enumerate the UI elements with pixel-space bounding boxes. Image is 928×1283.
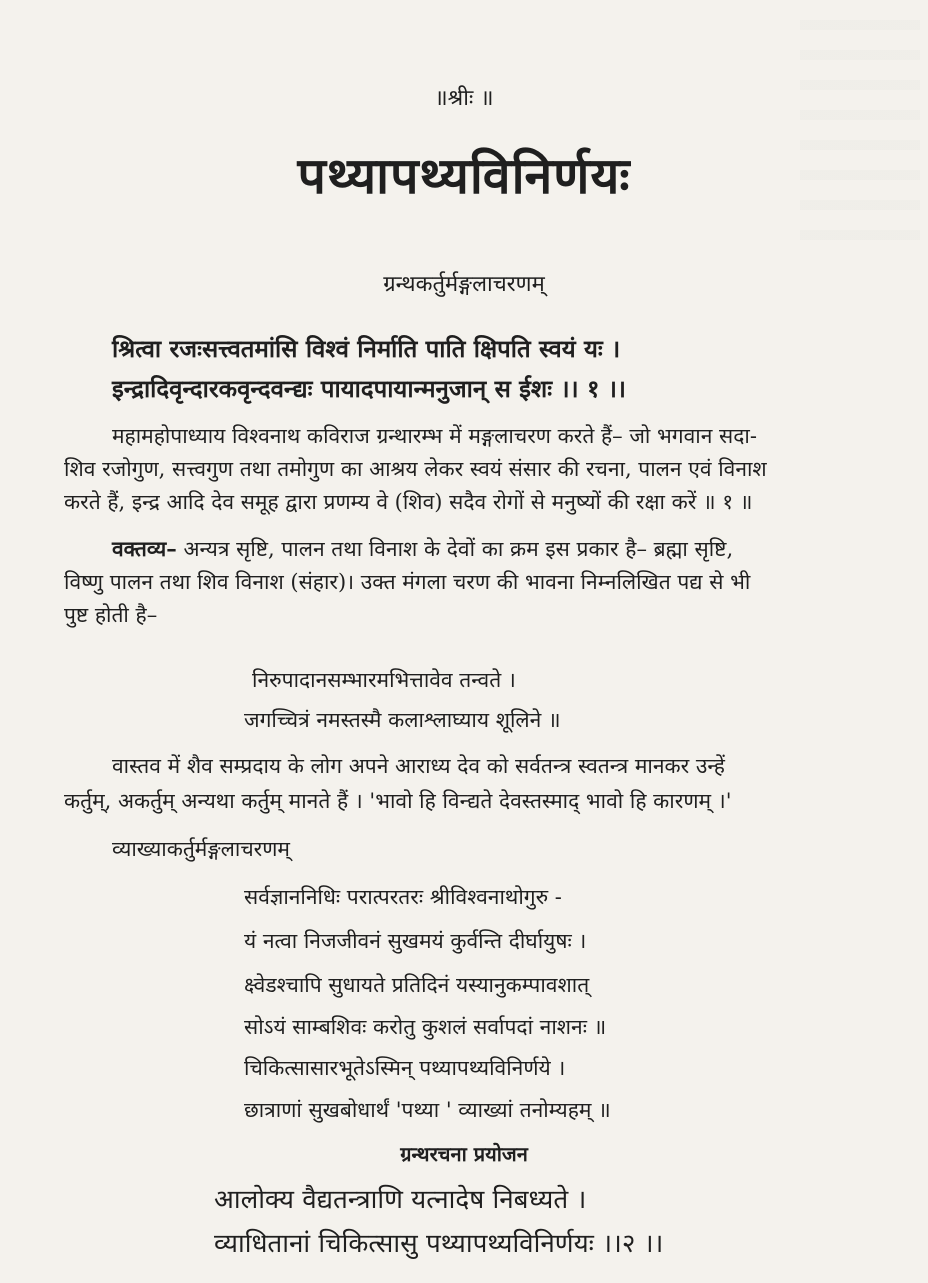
invocation-line: ॥श्रीः ॥ [434,86,494,111]
verse1-line1: श्रित्वा रजःसत्त्वतमांसि विश्वं निर्माति पाति क्षिपति स्वयं यः । [112,334,621,363]
verse4-line2: व्याधितानां चिकित्सासु पथ्यापथ्यविनिर्णयः ।।२ ।। [214,1229,664,1259]
para1-line1: महामहोपाध्याय विश्वनाथ कविराज ग्रन्थारम्भ में मङ्गलाचरण करते हैं– जो भगवान सदा- [112,424,757,448]
verse1-line2: इन्द्रादिवृन्दारकवृन्दवन्द्यः पायादपायान्मनुजान् स ईशः ।। १ ।। [112,374,627,403]
verse3-line1: सर्वज्ञाननिधिः परात्परतरः श्रीविश्वनाथोगुरु - [244,885,562,909]
para1-line3: करते हैं, इन्द्र आदि देव समूह द्वारा प्रणम्य वे (शिव) सदैव रोगों से मनुष्यों की रक्षा करें ॥ १ ॥ [64,490,753,514]
para2-line1 [112,535,733,563]
para2-line1-text: अन्यत्र सृष्टि, पालन तथा विनाश के देवों का क्रम इस प्रकार है– ब्रह्मा सृष्टि, [176,537,734,561]
verse3-line2: यं नत्वा निजजीवनं सुखमयं कुर्वन्ति दीर्घायुषः । [244,929,587,953]
verse3-line6: छात्राणां सुखबोधार्थं 'पथ्या ' व्याख्यां तनोम्यहम् ॥ [244,1098,611,1122]
verse4-line1: आलोक्य वैद्यतन्त्राणि यत्नादेष निबध्यते । [214,1185,587,1215]
para3-line2: कर्तुम्, अकर्तुम् अन्यथा कर्तुम् मानते हैं । 'भावो हि विन्द्यते देवस्तस्माद् भावो हि कारणम् ।' [64,789,732,813]
purpose-heading: ग्रन्थरचना प्रयोजन [400,1142,528,1166]
vaktavya-label: वक्तव्य– [112,536,177,561]
verse2-line2: जगच्चित्रं नमस्तस्मै कलाश्लाघ्याय शूलिने ॥ [244,708,561,732]
page-title: पथ्यापथ्यविनिर्णयः [297,146,631,205]
verse2-line1: निरुपादानसम्भारमभित्तावेव तन्वते । [252,668,516,692]
para2-line3: पुष्ट होती है– [64,603,158,627]
verse3-line4: सोऽयं साम्बशिवः करोतु कुशलं सर्वापदां नाशनः ॥ [244,1015,607,1039]
verse3-line3: क्ष्वेडश्चापि सुधायते प्रतिदिनं यस्यानुकम्पावशात् [244,973,590,997]
author-invocation-heading: ग्रन्थकर्तुर्मङ्गलाचरणम् [383,272,545,297]
para3-line1: वास्तव में शैव सम्प्रदाय के लोग अपने आराध्य देव को सर्वतन्त्र स्वतन्त्र मानकर उन्हें [112,754,725,778]
verse3-line5: चिकित्सासारभूतेऽस्मिन् पथ्यापथ्यविनिर्णये । [244,1056,566,1080]
para1-line2: शिव रजोगुण, सत्त्वगुण तथा तमोगुण का आश्रय लेकर स्वयं संसार की रचना, पालन एवं विनाश [64,457,767,481]
commentator-heading: व्याख्याकर्तुर्मङ्गलाचरणम् [112,837,290,861]
para2-line2: विष्णु पालन तथा शिव विनाश (संहार)। उक्त मंगला चरण की भावना निम्नलिखित पद्य से भी [64,570,751,594]
